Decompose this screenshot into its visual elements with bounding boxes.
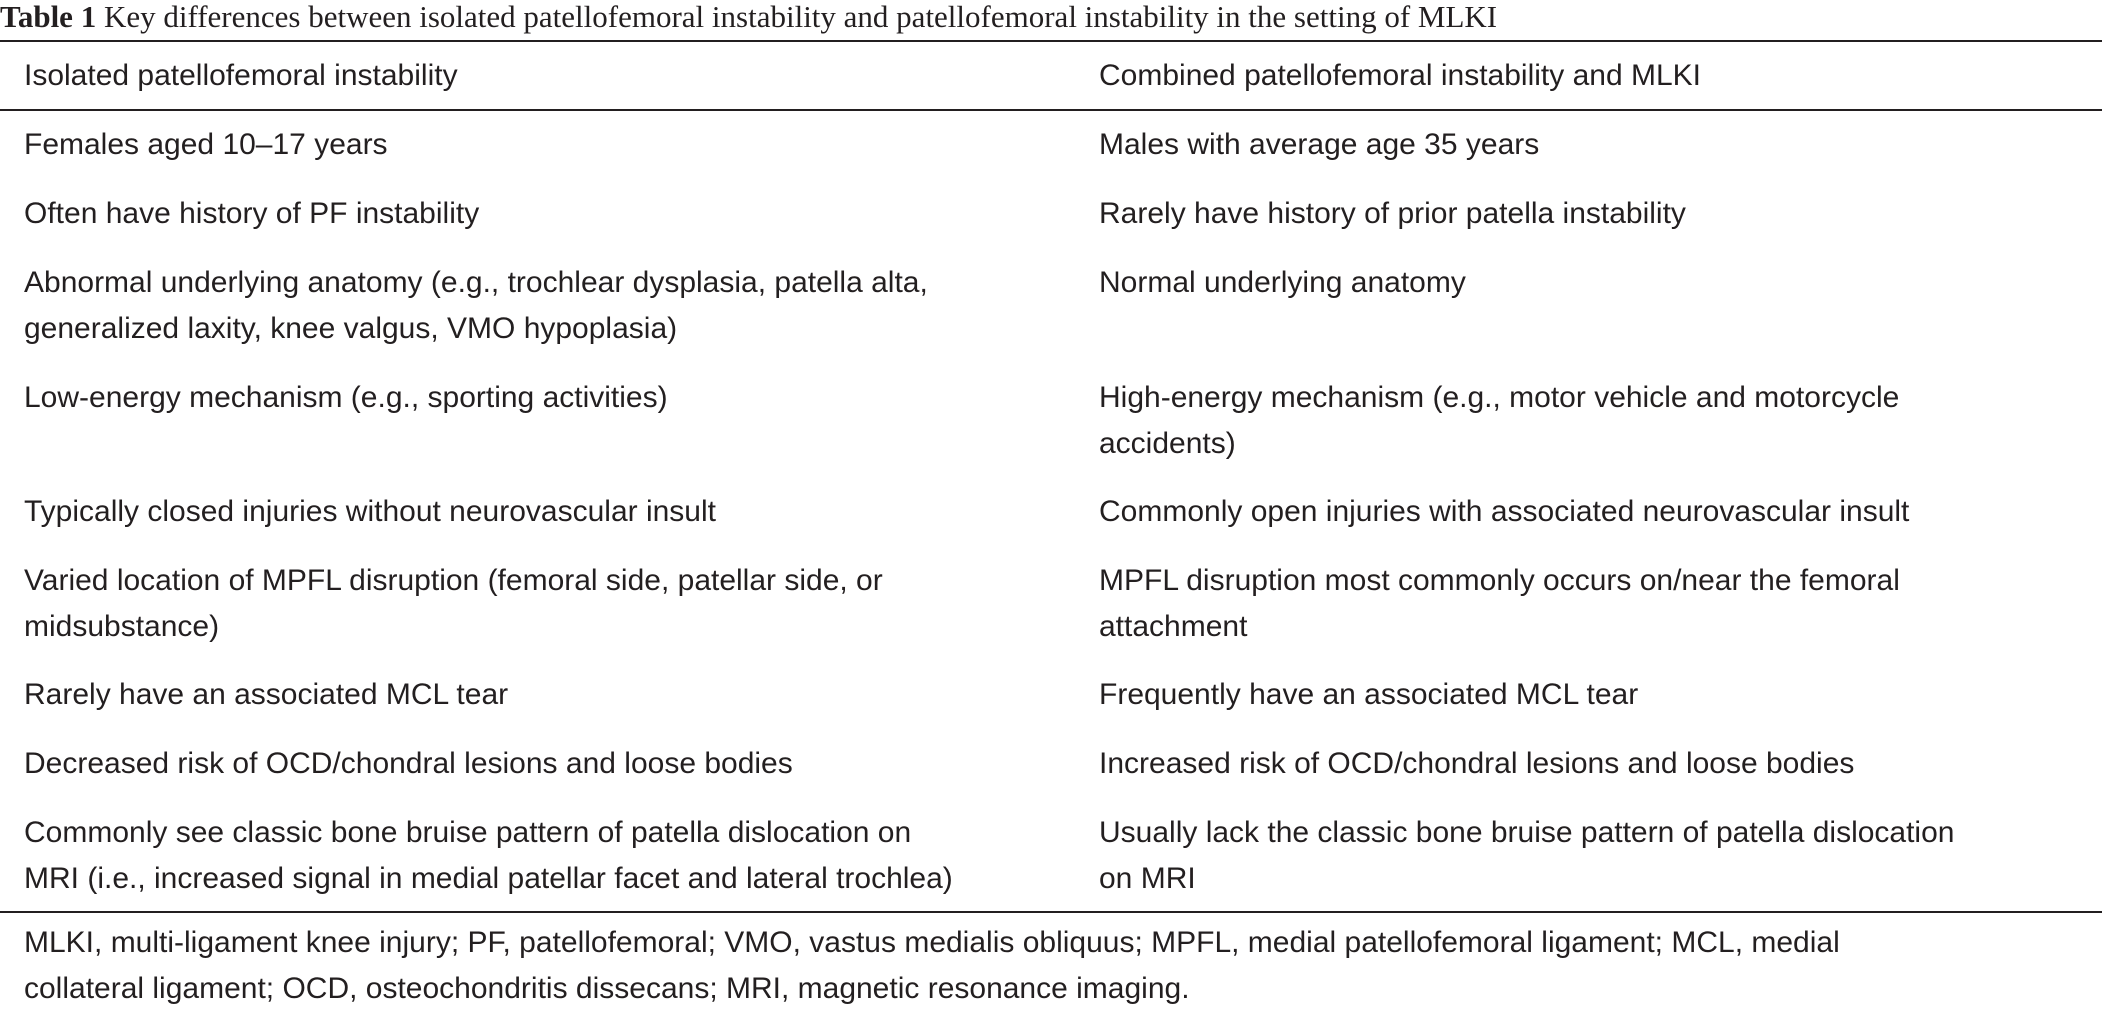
cell-line: midsubstance) xyxy=(24,610,220,643)
table-cell-combined xyxy=(1099,489,2079,535)
table-cell-isolated xyxy=(24,191,1074,237)
table-cell-combined xyxy=(1099,558,2079,650)
cell-line: MRI (i.e., increased signal in medial patellar facet and lateral trochlea) xyxy=(24,862,953,895)
cell-line: Usually lack the classic bone bruise pattern of patella dislocation xyxy=(1099,816,1955,849)
cell-line: Normal underlying anatomy xyxy=(1099,266,1466,299)
cell-line: Females aged 10–17 years xyxy=(24,128,388,161)
header-combined: Combined patellofemoral instability and MLKI xyxy=(1099,59,1701,92)
table-cell-combined xyxy=(1099,810,2079,902)
table-cell-isolated xyxy=(24,558,1074,650)
table-cell-combined xyxy=(1099,375,2079,467)
table-cell-isolated xyxy=(24,260,1074,352)
header-isolated: Isolated patellofemoral instability xyxy=(24,59,458,92)
cell-line: Decreased risk of OCD/chondral lesions and loose bodies xyxy=(24,747,793,780)
cell-line: Often have history of PF instability xyxy=(24,197,480,230)
cell-line: Increased risk of OCD/chondral lesions and loose bodies xyxy=(1099,747,1855,780)
header-rule xyxy=(0,109,2102,111)
footnote-line: collateral ligament; OCD, osteochondritis dissecans; MRI, magnetic resonance imaging. xyxy=(24,972,1190,1005)
cell-line: Typically closed injuries without neurovascular insult xyxy=(24,495,716,528)
table-cell-isolated xyxy=(24,375,1074,421)
table-cell-isolated xyxy=(24,489,1074,535)
table-cell-isolated xyxy=(24,122,1074,168)
bottom-rule xyxy=(0,911,2102,913)
table-caption-title: Key differences between isolated patellofemoral instability and patellofemoral instability in the setting of MLKI xyxy=(103,0,1498,34)
table-footnote xyxy=(24,920,2094,1012)
table-cell-combined xyxy=(1099,672,2079,718)
table-cell-isolated xyxy=(24,672,1074,718)
table-cell-combined xyxy=(1099,741,2079,787)
cell-line: MPFL disruption most commonly occurs on/near the femoral xyxy=(1099,564,1900,597)
cell-line: Rarely have history of prior patella instability xyxy=(1099,197,1686,230)
table-cell-combined xyxy=(1099,122,2079,168)
table-caption xyxy=(0,0,1497,40)
table-caption-label: Table 1 xyxy=(0,0,97,34)
top-rule xyxy=(0,40,2102,42)
footnote-line: MLKI, multi-ligament knee injury; PF, patellofemoral; VMO, vastus medialis obliquus; MPFL, medial patellofemoral ligament; MCL, medial xyxy=(24,926,1840,959)
cell-line: Low-energy mechanism (e.g., sporting activities) xyxy=(24,381,668,414)
table-cell-isolated xyxy=(24,741,1074,787)
cell-line: accidents) xyxy=(1099,427,1236,460)
cell-line: Males with average age 35 years xyxy=(1099,128,1540,161)
cell-line: Commonly open injuries with associated neurovascular insult xyxy=(1099,495,1910,528)
cell-line: generalized laxity, knee valgus, VMO hypoplasia) xyxy=(24,312,678,345)
cell-line: Commonly see classic bone bruise pattern of patella dislocation on xyxy=(24,816,912,849)
cell-line: Rarely have an associated MCL tear xyxy=(24,678,509,711)
table-cell-combined xyxy=(1099,191,2079,237)
cell-line: Abnormal underlying anatomy (e.g., trochlear dysplasia, patella alta, xyxy=(24,266,928,299)
cell-line: High-energy mechanism (e.g., motor vehicle and motorcycle xyxy=(1099,381,1900,414)
cell-line: attachment xyxy=(1099,610,1248,643)
table-cell-isolated xyxy=(24,810,1074,902)
cell-line: Varied location of MPFL disruption (femoral side, patellar side, or xyxy=(24,564,883,597)
cell-line: on MRI xyxy=(1099,862,1196,895)
cell-line: Frequently have an associated MCL tear xyxy=(1099,678,1639,711)
table-cell-combined xyxy=(1099,260,2079,306)
